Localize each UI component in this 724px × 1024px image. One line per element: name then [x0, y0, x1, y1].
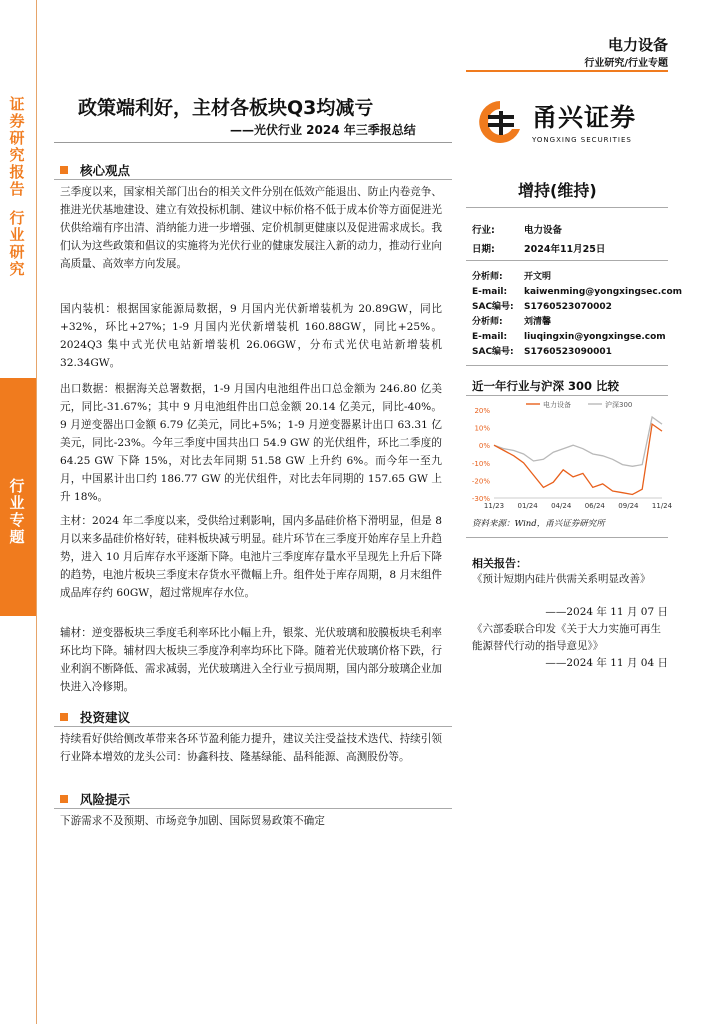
- x-tick-label: 09/24: [618, 502, 639, 510]
- bullet-square-icon: [60, 713, 68, 721]
- comparison-chart: [466, 398, 672, 514]
- info-rule: [466, 260, 668, 261]
- analyst-role: 分析师:: [472, 317, 503, 327]
- analyst-name: 刘清馨: [524, 317, 552, 327]
- paragraph-investment: 持续看好供给侧改革带来各环节盈利能力提升，建议关注受益技术迭代、持续引领行业降本增效的龙头公司：协鑫科技、隆基绿能、晶科能源、高测股份等。: [60, 733, 442, 763]
- logo-name-en: YONGXING SECURITIES: [532, 136, 632, 144]
- section-core-title: 核心观点: [80, 163, 131, 178]
- section-core-rule: [54, 179, 452, 180]
- sidebar-label-report: 证券研究报告: [9, 95, 25, 198]
- sidebar-bottom: [0, 616, 36, 1024]
- y-tick-label: 20%: [474, 407, 490, 415]
- analyst-email[interactable]: kaiwenming@yongxingsec.com: [524, 287, 683, 297]
- analyst-name: 开文明: [524, 272, 552, 282]
- related-heading: 相关报告：: [472, 557, 527, 570]
- email-label: E-mail:: [472, 287, 508, 297]
- sac-label: SAC编号:: [472, 347, 514, 357]
- source-rule: [466, 537, 668, 538]
- date-label: 日期:: [472, 244, 495, 255]
- section-core: [60, 161, 130, 179]
- section-risk: [60, 790, 130, 808]
- section-invest: [60, 708, 130, 726]
- related-report-2[interactable]: 《六部委联合印发《关于大力实施可再生能源替代行动的指导意见》》: [472, 623, 661, 652]
- sac-label: SAC编号:: [472, 302, 514, 312]
- y-tick-label: -10%: [471, 459, 490, 468]
- title-rule: [54, 142, 452, 143]
- bullet-square-icon: [60, 795, 68, 803]
- paragraph-main-materials: 主材：2024 年二季度以来，受供给过剩影响，国内多晶硅价格下滑明显，但是 8 月以来多晶硅价格好转，硅料板块减亏明显。硅片环节在三季度开始库存呈上升趋势，进入 10 月后库存水平逐渐下降。电池片三季度库存量水平呈现先上升后下降的趋势，电池片板块三季度末存货水平微幅上升。组件处于库存周期，8 月末组件成品库存约 60GW，超过常规库存水位。: [60, 515, 442, 599]
- x-tick-label: 01/24: [517, 502, 538, 510]
- legend-label: 沪深300: [605, 401, 633, 409]
- y-tick-label: -20%: [471, 477, 490, 486]
- section-invest-title: 投资建议: [80, 710, 131, 725]
- paragraph-policy: 三季度以来，国家相关部门出台的相关文件分别在低效产能退出、防止内卷竞争、推进光伏基地建设、建立有效投标机制、建议中标价格不低于成本价等方面促进光伏供给端有序出清、消纳能力进一步增强、定价机制更健康以及促进需求成长。我们认为这些政策和倡议的实施将为光伏行业的健康发展注入新的动力，推动行业向高质量、高效率方向发展。: [60, 186, 442, 270]
- y-tick-label: -30%: [471, 495, 490, 503]
- paragraph-export: 出口数据：根据海关总署数据，1-9 月国内电池组件出口总金额为 246.80 亿美元，同比-31.67%；其中 9 月电池组件出口总金额 20.14 亿美元，同比-40%。9 月逆变器出口金额 6.79 亿美元，同比+5%；1-9 月逆变器累计出口 63.31 亿美元，同比-23%。今年三季度中国共出口 54.9 GW 的光伏组件，环比二季度的 64.25 GW 下降 15%，对比去年同期 51.58 GW 上升约 6%。而今年一至九月，中国累计出口约 186.77 GW 的光伏组件，对比去年同期的 157.65 GW 上升 18%。: [60, 383, 442, 503]
- rating-rule: [466, 207, 668, 208]
- header-rule: [466, 70, 668, 72]
- related-date-2: ——2024 年 11 月 04 日: [545, 657, 668, 669]
- brand-logo: [474, 98, 636, 144]
- analyst-sac: S1760523090001: [524, 347, 612, 357]
- header-sector: 电力设备: [607, 36, 668, 54]
- logo-mark-icon: [474, 99, 526, 143]
- paragraph-risk: 下游需求不及预期、市场竞争加剧、国际贸易政策不确定: [60, 815, 325, 827]
- x-tick-label: 06/24: [584, 502, 605, 510]
- industry-value: 电力设备: [524, 225, 563, 236]
- rating: 增持(维持): [518, 181, 597, 200]
- email-label: E-mail:: [472, 332, 508, 342]
- paragraph-installation: 国内装机：根据国家能源局数据，9 月国内光伏新增装机为 20.89GW，同比+32%，环比+27%；1-9 月国内光伏新增装机 160.88GW，同比+25%。2024Q3 集中式光伏电站新增装机 26.06GW，分布式光伏电站新增装机 32.34GW。: [60, 303, 442, 369]
- x-tick-label: 04/24: [551, 502, 572, 510]
- section-invest-rule: [54, 726, 452, 727]
- page-title: 政策端利好，主材各板块Q3均减亏: [78, 97, 374, 119]
- analyst-email[interactable]: liuqingxin@yongxingse.com: [524, 332, 666, 342]
- date-row: [472, 241, 605, 255]
- series-line-power-equipment: [494, 424, 662, 494]
- sidebar-label-topic: 行业专题: [9, 477, 25, 546]
- analyst-role: 分析师:: [472, 272, 503, 282]
- x-tick-label: 11/24: [651, 502, 672, 510]
- chart-title: 近一年行业与沪深 300 比较: [472, 379, 620, 393]
- bullet-square-icon: [60, 166, 68, 174]
- section-risk-title: 风险提示: [80, 792, 131, 807]
- industry-row: [472, 222, 562, 236]
- date-value: 2024年11月25日: [524, 244, 606, 255]
- analyst-block-2: [472, 315, 666, 360]
- sidebar-label-research: 行业研究: [9, 209, 25, 278]
- analyst-rule: [466, 365, 668, 366]
- y-tick-label: 0%: [478, 442, 490, 451]
- y-tick-label: 10%: [474, 424, 490, 433]
- logo-name-cn: 甬兴证券: [532, 103, 637, 132]
- sidebar-divider: [36, 0, 37, 1024]
- chart-source: 资料来源：Wind，甬兴证券研究所: [472, 519, 605, 529]
- related-report-1[interactable]: 《预计短期内硅片供需关系明显改善》: [472, 573, 651, 585]
- legend-label: 电力设备: [543, 401, 571, 409]
- page-subtitle: ——光伏行业 2024 年三季报总结: [230, 123, 416, 137]
- industry-label: 行业:: [472, 225, 495, 236]
- x-tick-label: 11/23: [483, 502, 505, 510]
- chart-title-rule: [466, 395, 668, 396]
- related-date-1: ——2024 年 11 月 07 日: [545, 606, 668, 618]
- analyst-block-1: [472, 270, 682, 315]
- paragraph-aux-materials: 辅材：逆变器板块三季度毛利率环比小幅上升，银浆、光伏玻璃和胶膜板块毛利率环比均下降。辅材四大板块三季度净利率均环比下降。随着光伏玻璃价格下跌，行业利润不断降低、需求减弱，光伏玻璃进入全行业亏损周期，国内部分玻璃企业加快进入冷修期。: [60, 627, 442, 693]
- header-report-type: 行业研究/行业专题: [584, 58, 668, 69]
- section-risk-rule: [54, 808, 452, 809]
- analyst-sac: S1760523070002: [524, 302, 612, 312]
